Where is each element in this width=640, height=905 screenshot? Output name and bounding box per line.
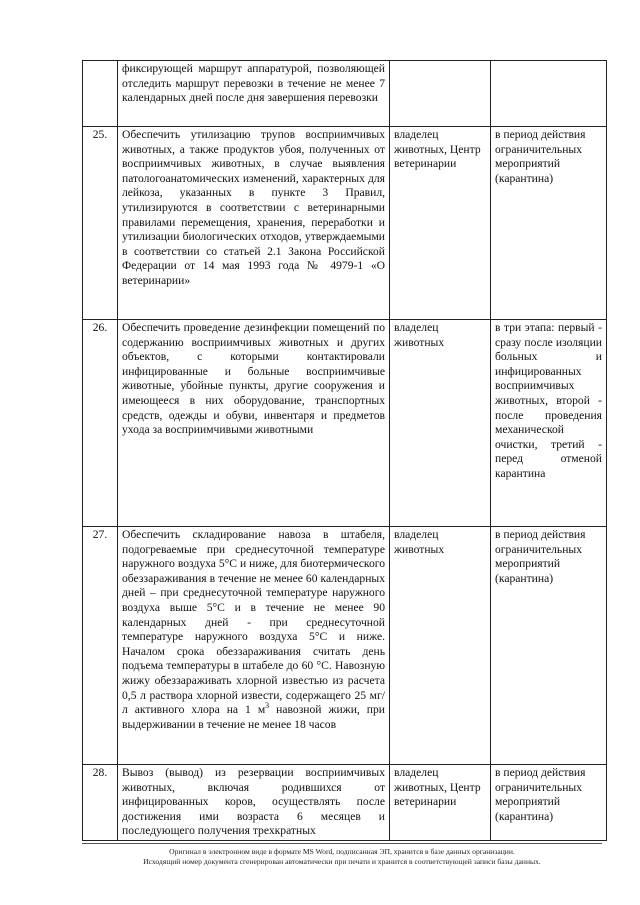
table-row bbox=[83, 527, 607, 765]
row-number: 25. bbox=[83, 127, 118, 320]
responsible-party bbox=[390, 61, 491, 127]
row-number bbox=[83, 61, 118, 127]
measure-text: Вывоз (вывод) из резервации восприимчивых животных, включая родившихся от инфицированных коров, осуществлять после достижения ими возраста 6 месяцев и последующего получения трехкратных bbox=[118, 765, 390, 841]
measure-text bbox=[118, 527, 390, 765]
measure-text: Обеспечить проведение дезинфекции помещений по содержанию восприимчивых животных и других объектов, с которыми контактировали инфицированные и больные восприимчивые животные, убойные пункты, другие сооружения и имеющееся в них оборудование, транспортных средств, одежды и обуви, инвентаря и предметов ухода за восприимчивыми животными bbox=[118, 320, 390, 527]
row-number: 27. bbox=[83, 527, 118, 765]
measure-text-part: Обеспечить складирование навоза в штабеля, подогреваемые при среднесуточной температуре наружного воздуха 5°С и ниже, для биотермического обеззараживания в течение не менее 60 календарных дней – при среднесуточной температуре наружного воздуха выше 5°С и в течение не менее 90 календарных дней - при среднесуточной температуре наружного воздуха 5°С и ниже. Началом срока обеззараживания считать день подъема температуры в штабеле до 60 °С. Навозную жижу обеззараживать хлорной известью из расчета 0,5 л раствора хлорной извести, содержащего 25 мг/л активного хлора на 1 м bbox=[122, 528, 385, 717]
footer-line: Оригинал в электронном виде в формате MS Word, подписанная ЭП, хранится в базе данных организации. bbox=[169, 847, 515, 856]
table-row bbox=[83, 320, 607, 527]
cubic-superscript: 3 bbox=[265, 701, 270, 711]
time-frame: в период действия ограничительных мероприятий (карантина) bbox=[491, 765, 607, 841]
time-frame bbox=[491, 61, 607, 127]
measure-text: Обеспечить утилизацию трупов восприимчивых животных, а также продуктов убоя, полученных от восприимчивых животных, в случае выявления патологоанатомических изменений, характерных для лейкоза, указанных в пункте 3 Правил, утилизируются в соответствии с ветеринарными правилами перемещения, хранения, переработки и утилизации биологических отходов, утверждаемыми в соответствии со статьей 2.1 Закона Российской Федерации от 14 мая 1993 года № 4979-1 «О ветеринарии» bbox=[118, 127, 390, 320]
time-frame: в период действия ограничительных мероприятий (карантина) bbox=[491, 527, 607, 765]
time-frame: в период действия ограничительных мероприятий (карантина) bbox=[491, 127, 607, 320]
time-frame: в три этапа: первый - сразу после изоляции больных и инфицированных восприимчивых животных, второй - после проведения механической очистки, третий - перед отменой карантина bbox=[491, 320, 607, 527]
page-footer bbox=[82, 843, 602, 867]
table-row bbox=[83, 61, 607, 127]
responsible-party: владелец животных, Центр ветеринарии bbox=[390, 127, 491, 320]
responsible-party: владелец животных bbox=[390, 320, 491, 527]
measure-text: фиксирующей маршрут аппаратурой, позволяющей отследить маршрут перевозки в течение не менее 7 календарных дней после дня завершения перевозки bbox=[118, 61, 390, 127]
footer-line: Исходящий номер документа сгенерирован автоматически при печати и хранится в соответствующей записи базы данных. bbox=[143, 857, 541, 866]
responsible-party: владелец животных bbox=[390, 527, 491, 765]
responsible-party: владелец животных, Центр ветеринарии bbox=[390, 765, 491, 841]
row-number: 28. bbox=[83, 765, 118, 841]
measures-table bbox=[82, 60, 607, 841]
row-number: 26. bbox=[83, 320, 118, 527]
table-row bbox=[83, 765, 607, 841]
measure-text-part: навозной жижи, при выдерживании в течение не менее 18 часов bbox=[122, 703, 385, 731]
table-row bbox=[83, 127, 607, 320]
